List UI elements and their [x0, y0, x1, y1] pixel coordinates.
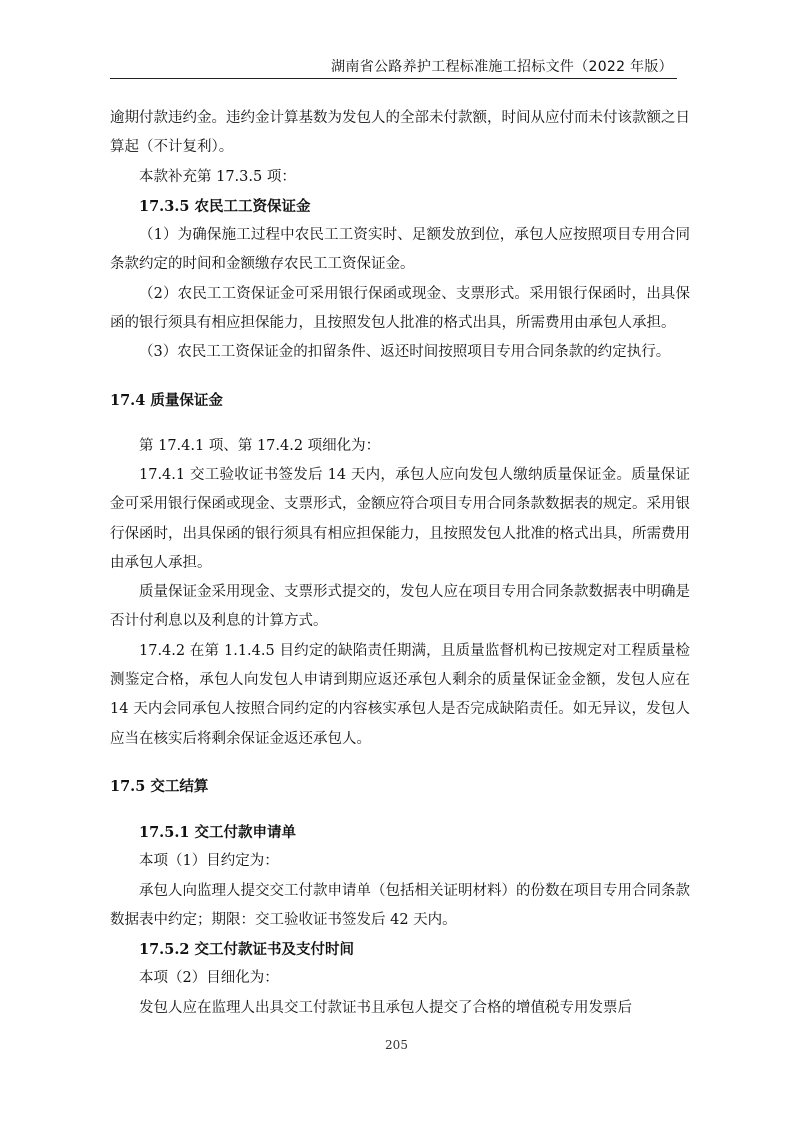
paragraph-overdue-penalty: 逾期付款违约金。违约金计算基数为发包人的全部未付款额，时间从应付而未付该款额之日算起（不计复利）。 [110, 110, 690, 156]
paragraph-supplement-note: 本款补充第 17.3.5 项： [139, 168, 296, 185]
paragraph-17-4-2: 17.4.2 在第 1.1.4.5 目约定的缺陷责任期满，且质量监督机构已按规定对工程质量检测鉴定合格，承包人向发包人申请到期应返还承包人剩余的质量保证金金额，发包人应在 14 天内会同承包人按照合同约定的内容核实承包人是否完成缺陷责任。如无异议，发包人应当在核实后将剩余保证金返还承包人。 [110, 642, 690, 747]
heading-17-5-1: 17.5.1 交工付款申请单 [139, 823, 297, 841]
heading-17-3-5: 17.3.5 农民工工资保证金 [139, 197, 311, 215]
section-heading-17-5: 17.5 交工结算 [110, 777, 209, 795]
page-number: 205 [385, 1038, 408, 1052]
paragraph-17-5-2-body: 发包人应在监理人出具交工付款证书且承包人提交了合格的增值税专用发票后 [139, 999, 632, 1016]
page-header [110, 54, 677, 79]
paragraph-17-3-5-item-3: （3）农民工工资保证金的扣留条件、返还时间按照项目专用合同条款的约定执行。 [139, 344, 671, 361]
paragraph-17-3-5-item-1: （1）为确保施工过程中农民工工资实时、足额发放到位，承包人应按照项目专用合同条款约定的时间和金额缴存农民工工资保证金。 [110, 227, 690, 273]
paragraph-17-3-5-item-2: （2）农民工工资保证金可采用银行保函或现金、支票形式。采用银行保函时，出具保函的银行须具有相应担保能力，且按照发包人批准的格式出具，所需费用由承包人承担。 [110, 285, 690, 332]
paragraph-17-4-1-cash: 质量保证金采用现金、支票形式提交的，发包人应在项目专用合同条款数据表中明确是否计付利息以及利息的计算方式。 [110, 584, 690, 630]
paragraph-17-4-1: 17.4.1 交工验收证书签发后 14 天内，承包人应向发包人缴纳质量保证金。质量保证金可采用银行保函或现金、支票形式，金额应符合项目专用合同条款数据表的规定。采用银行保函时，出具保函的银行须具有相应担保能力，且按照发包人批准的格式出具，所需费用由承包人承担。 [110, 466, 690, 571]
heading-17-5-2: 17.5.2 交工付款证书及支付时间 [139, 941, 354, 959]
section-heading-17-4: 17.4 质量保证金 [110, 391, 223, 409]
paragraph-17-4-intro: 第 17.4.1 项、第 17.4.2 项细化为： [139, 437, 381, 454]
paragraph-17-5-1-intro: 本项（1）目约定为： [139, 853, 279, 870]
page-body [110, 104, 690, 1023]
paragraph-17-5-2-intro: 本项（2）目细化为： [139, 970, 279, 987]
header-title: 湖南省公路养护工程标准施工招标文件（2022 年版） [331, 59, 673, 75]
paragraph-17-5-1-body: 承包人向监理人提交交工付款申请单（包括相关证明材料）的份数在项目专用合同条款数据表中约定；期限：交工验收证书签发后 42 天内。 [110, 882, 690, 928]
